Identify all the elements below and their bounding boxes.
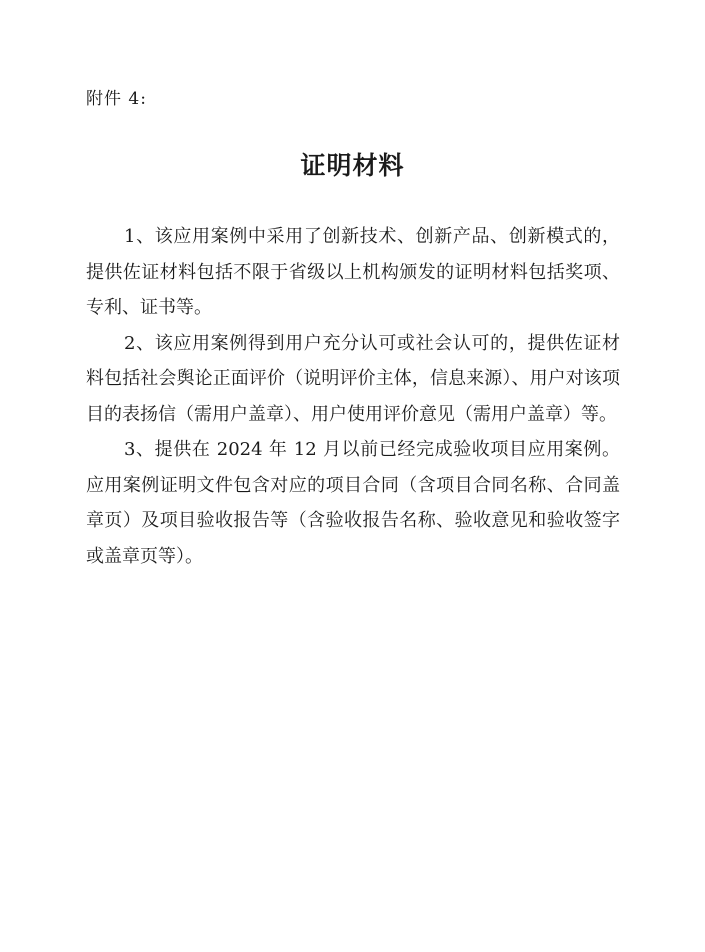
page-title: 证明材料 bbox=[300, 151, 405, 180]
paragraph-1: 1、该应用案例中采用了创新技术、创新产品、创新模式的，提供佐证材料包括不限于省级以上机构颁发的证明材料包括奖项、专利、证书等。 bbox=[86, 226, 620, 318]
paragraph-3: 3、提供在 2024 年 12 月以前已经完成验收项目应用案例。应用案例证明文件包含对应的项目合同（含项目合同名称、合同盖章页）及项目验收报告等（含验收报告名称、验收意见和验收签字或盖章页等）。 bbox=[86, 439, 620, 567]
paragraph-2: 2、该应用案例得到用户充分认可或社会认可的，提供佐证材料包括社会舆论正面评价（说明评价主体，信息来源）、用户对该项目的表扬信（需用户盖章）、用户使用评价意见（需用户盖章）等。 bbox=[86, 332, 620, 425]
document-body bbox=[86, 219, 620, 574]
attachment-label: 附件 4: bbox=[86, 89, 147, 109]
